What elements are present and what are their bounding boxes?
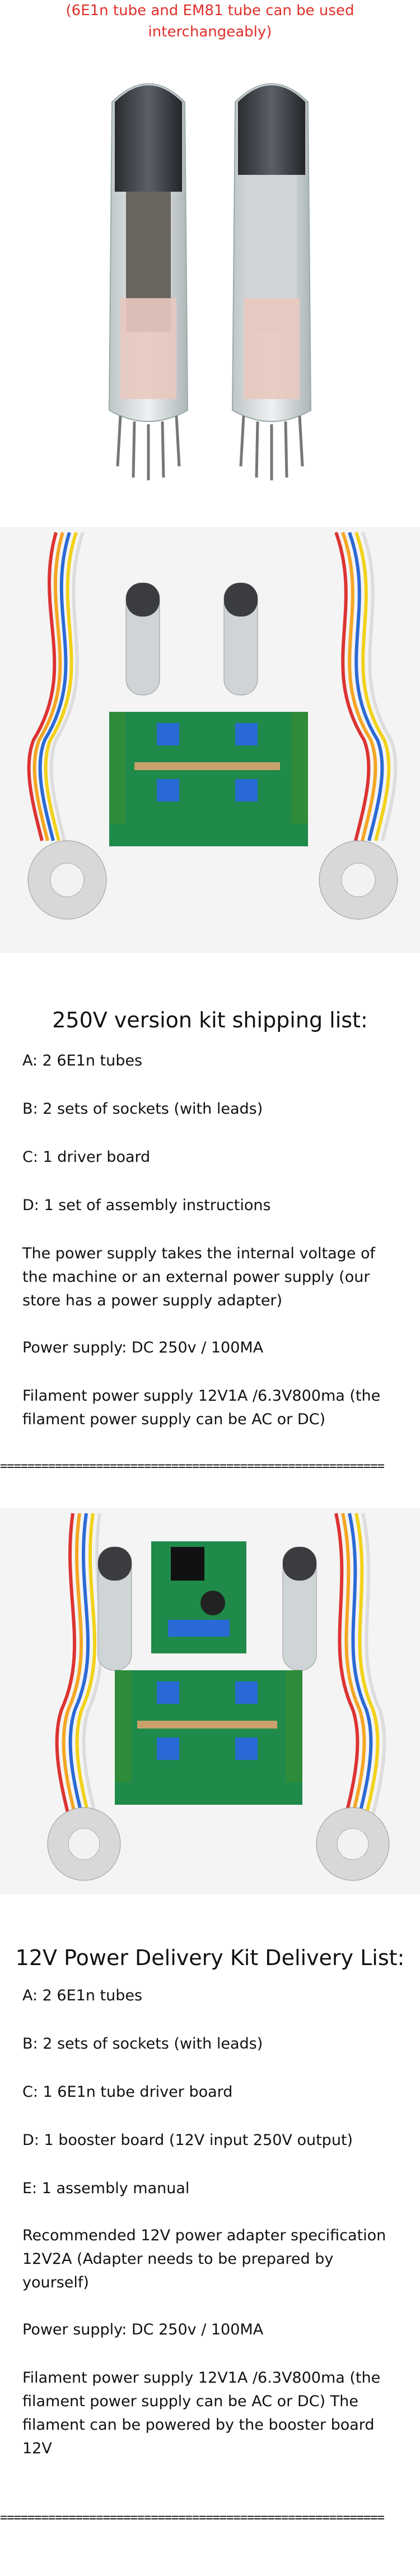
kit-250v-item-b: B: 2 sets of sockets (with leads): [22, 1100, 263, 1118]
kit-12v-item-d: D: 1 booster board (12V input 250V output): [22, 2132, 353, 2149]
section-divider: ========================================================: [0, 1460, 384, 1474]
kit-250v-photo: [0, 527, 420, 953]
kit-12v-heading: 12V Power Delivery Kit Delivery List:: [15, 1945, 405, 1970]
kit-12v-item-c: C: 1 6E1n tube driver board: [22, 2083, 233, 2101]
booster-board-icon: [151, 1541, 246, 1653]
tube-interchange-caption: [0, 0, 420, 43]
kit-250v-power-source-note: The power supply takes the internal voltage of the machine or an external power supply (our store has a power supply adapter): [22, 1245, 375, 1309]
tubes-photo: [0, 63, 420, 489]
caption-line-1: (6E1n tube and EM81 tube can be used: [66, 2, 354, 19]
kit-250v-filament-supply: Filament power supply 12V1A /6.3V800ma (the filament power supply can be AC or DC): [22, 1387, 381, 1428]
kit-12v-item-e: E: 1 assembly manual: [22, 2180, 190, 2197]
kit-12v-item-b: B: 2 sets of sockets (with leads): [22, 2035, 263, 2053]
kit-250v-heading: 250V version kit shipping list:: [52, 1008, 368, 1032]
kit-12v-adapter-recommendation: Recommended 12V power adapter specification 12V2A (Adapter needs to be prepared by yourself): [22, 2227, 386, 2291]
kit-250v-illustration: [0, 527, 420, 953]
kit-250v-item-a: A: 2 6E1n tubes: [22, 1052, 143, 1069]
kit-250v-item-c: C: 1 driver board: [22, 1148, 151, 1166]
kit-12v-illustration: [0, 1508, 420, 1894]
section-divider-bottom: ========================================================: [0, 2511, 384, 2525]
caption-line-2: interchangeably): [148, 24, 272, 40]
driver-board-icon: [109, 712, 308, 846]
kit-250v-power-supply: Power supply: DC 250v / 100MA: [22, 1339, 264, 1356]
kit-12v-power-supply: Power supply: DC 250v / 100MA: [22, 2321, 264, 2338]
kit-250v-item-d: D: 1 set of assembly instructions: [22, 1197, 271, 1214]
kit-12v-item-a: A: 2 6E1n tubes: [22, 1987, 143, 2004]
driver-board-icon: [115, 1670, 302, 1805]
kit-12v-photo: [0, 1508, 420, 1894]
tubes-illustration: [0, 63, 420, 489]
right-tube-icon: [232, 84, 311, 481]
kit-12v-filament-supply: Filament power supply 12V1A /6.3V800ma (the filament power supply can be AC or DC) The filament can be powered by the booster board 12V: [22, 2369, 381, 2457]
left-tube-icon: [109, 84, 188, 481]
